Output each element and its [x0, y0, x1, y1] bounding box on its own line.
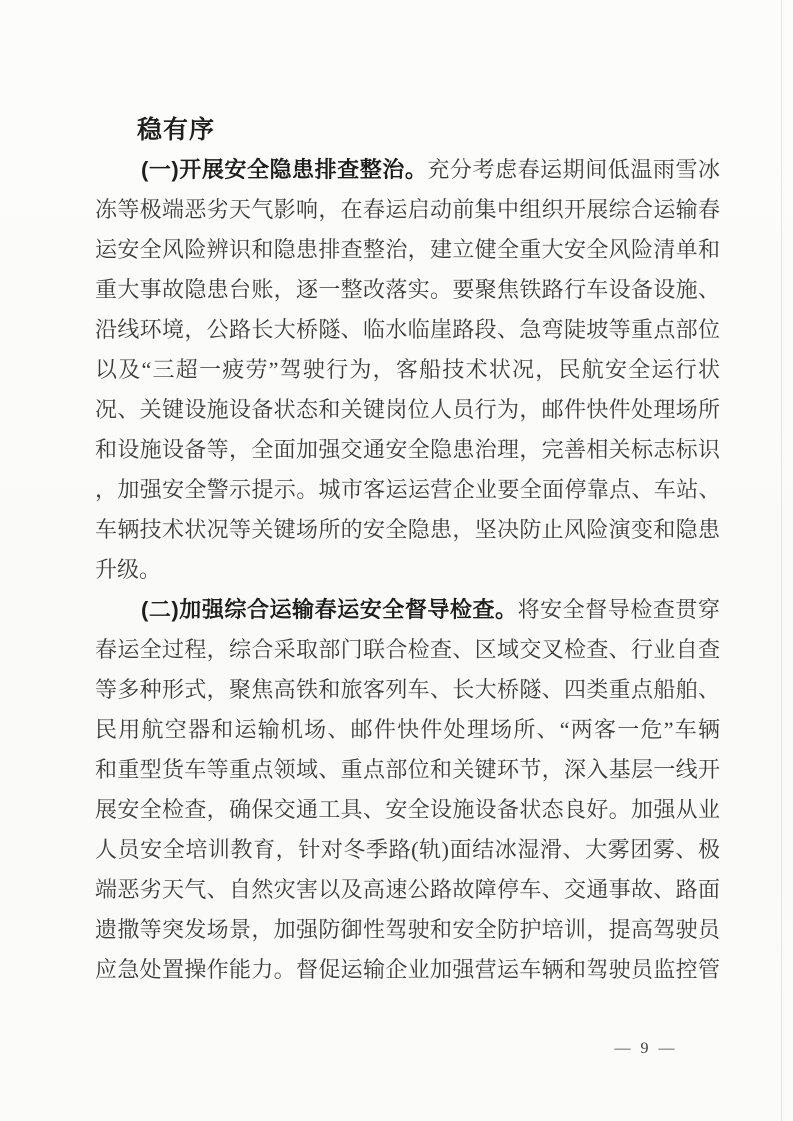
paragraph-last-line: 升级。 [95, 557, 162, 582]
page-number: — 9 — [614, 1040, 678, 1057]
text-line: ，加强安全警示提示。城市客运运营企业要全面停靠点、车站、 [95, 477, 720, 502]
clause-2-first-line [95, 590, 720, 630]
scan-edge-line [781, 0, 782, 1121]
text-line: 民用航空器和运输机场、邮件快件处理场所、“两客一危”车辆 [95, 717, 720, 742]
text-line: 等多种形式，聚焦高铁和旅客列车、长大桥隧、四类重点船舶、 [95, 677, 720, 702]
text-line: 况、关键设施设备状态和关键岗位人员行为，邮件快件处理场所 [95, 397, 720, 422]
text-line: 人员安全培训教育，针对冬季路(轨)面结冰湿滑、大雾团雾、极 [95, 837, 720, 862]
text-line: 将安全督导检查贯穿 [517, 597, 720, 622]
document-body [95, 110, 720, 990]
text-line: 遗撒等突发场景，加强防御性驾驶和安全防护培训，提高驾驶员 [95, 917, 720, 942]
text-line: 端恶劣天气、自然灾害以及高速公路故障停车、交通事故、路面 [95, 877, 720, 902]
text-line: 沿线环境，公路长大桥隧、临水临崖路段、急弯陡坡等重点部位 [95, 317, 720, 342]
section-heading-text: 稳有序 [137, 116, 216, 144]
text-line: 运安全风险辨识和隐患排查整治，建立健全重大安全风险清单和 [95, 237, 720, 262]
text-line: 和设施设备等，全面加强交通安全隐患治理，完善相关标志标识 [95, 437, 720, 462]
clause-2-heading: (二)加强综合运输春运安全督导检查。 [141, 597, 518, 622]
text-line: 和重型货车等重点领域、重点部位和关键环节，深入基层一线开 [95, 757, 720, 782]
clause-1-first-line [95, 150, 720, 190]
text-line: 以及“三超一疲劳”驾驶行为，客船技术状况，民航安全运行状 [95, 357, 720, 382]
section-heading-continuation [95, 110, 720, 150]
text-line: 重大事故隐患台账，逐一整改落实。要聚焦铁路行车设备设施、 [95, 277, 720, 302]
clause-1-heading: (一)开展安全隐患排查整治。 [141, 157, 428, 182]
text-line: 车辆技术状况等关键场所的安全隐患，坚决防止风险演变和隐患 [95, 517, 720, 542]
text-line: 充分考虑春运期间低温雨雪冰 [427, 157, 720, 182]
text-line: 冻等极端恶劣天气影响，在春运启动前集中组织开展综合运输春 [95, 197, 720, 222]
text-line: 春运全过程，综合采取部门联合检查、区域交叉检查、行业自查 [95, 637, 720, 662]
text-line: 应急处置操作能力。督促运输企业加强营运车辆和驾驶员监控管 [95, 957, 720, 982]
text-line: 展安全检查，确保交通工具、安全设施设备状态良好。加强从业 [95, 797, 720, 822]
